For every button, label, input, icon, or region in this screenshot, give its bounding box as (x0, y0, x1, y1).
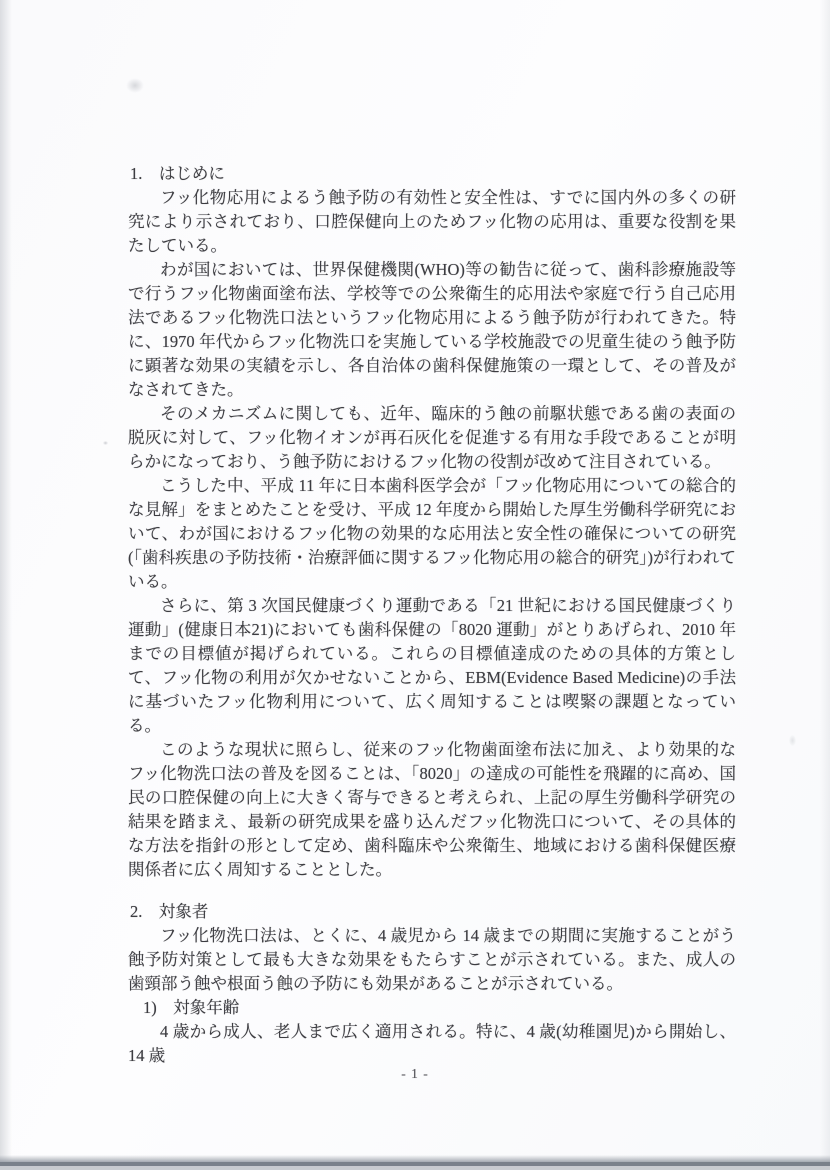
subitem-heading: 1) 対象年齢 (143, 998, 240, 1017)
section-introduction (128, 162, 736, 882)
scanner-bed-strip (0, 1162, 830, 1170)
body-paragraph: そのメカニズムに関しても、近年、臨床的う蝕の前駆状態である歯の表面の脱灰に対して、フッ化物イオンが再石灰化を促進する有用な手段であることが明らかになっており、う蝕予防におけるフッ化物の役割が改めて注目されている。 (128, 404, 736, 471)
subitem-text: 4 歳から成人、老人まで広く適用される。特に、4 歳(幼稚園児)から開始し、14 歳 (128, 1022, 736, 1065)
scan-left-edge-shadow (0, 0, 12, 1170)
page-footer (0, 1066, 830, 1082)
document-body (128, 162, 736, 1068)
body-paragraph: このような現状に照らし、従来のフッ化物歯面塗布法に加え、より効果的なフッ化物洗口法の普及を図ることは、「8020」の達成の可能性を飛躍的に高め、国民の口腔保健の向上に大きく寄与できると考えられ、上記の厚生労働科学研究の結果を踏まえ、最新の研究成果を盛り込んだフッ化物洗口について、その具体的な方法を指針の形として定め、歯科臨床や公衆衛生、地域における歯科保健医療関係者に広く周知することとした。 (128, 740, 736, 879)
page-number: - 1 - (401, 1066, 429, 1081)
scan-speck (126, 78, 144, 93)
scan-speck (789, 735, 796, 746)
scan-speck (103, 441, 108, 445)
body-paragraph: さらに、第 3 次国民健康づくり運動である「21 世紀における国民健康づくり運動」(健康日本21)においても歯科保健の「8020 運動」がとりあげられ、2010 年までの目標値が掲げられている。これらの目標値達成のための具体的方策として、フッ化物の利用が欠かせないことから、EBM(Evidence Based Medicine)の手法に基づいたフッ化物利用について、広く周知することは喫緊の課題となっている。 (128, 596, 736, 735)
body-paragraph: フッ化物洗口法は、とくに、4 歳児から 14 歳までの期間に実施することがう蝕予防対策として最も大きな効果をもたらすことが示されている。また、成人の歯頸部う蝕や根面う蝕の予防にも効果があることが示されている。 (128, 926, 736, 993)
body-paragraph: わが国においては、世界保健機関(WHO)等の勧告に従って、歯科診療施設等で行うフッ化物歯面塗布法、学校等での公衆衛生的応用法や家庭で行う自己応用法であるフッ化物洗口法というフッ化物応用によるう蝕予防が行われてきた。特に、1970 年代からフッ化物洗口を実施している学校施設での児童生徒のう蝕予防に顕著な効果の実績を示し、各自治体の歯科保健施策の一環として、その普及がなされてきた。 (128, 260, 736, 399)
section-target-persons (128, 900, 736, 1068)
body-paragraph: こうした中、平成 11 年に日本歯科医学会が「フッ化物応用についての総合的な見解」をまとめたことを受け、平成 12 年度から開始した厚生労働科学研究において、わが国におけるフッ化物の効果的な応用法と安全性の確保についての研究(「歯科疾患の予防技術・治療評価に関するフッ化物応用の総合的研究」)が行われている。 (128, 476, 736, 591)
page-bottom-edge-shadow (0, 1155, 830, 1162)
scan-right-edge-shadow (820, 0, 830, 1170)
body-paragraph: フッ化物応用によるう蝕予防の有効性と安全性は、すでに国内外の多くの研究により示されており、口腔保健向上のためフッ化物の応用は、重要な役割を果たしている。 (128, 188, 736, 255)
section-heading: 2. 対象者 (130, 902, 209, 921)
section-heading: 1. はじめに (130, 164, 225, 183)
